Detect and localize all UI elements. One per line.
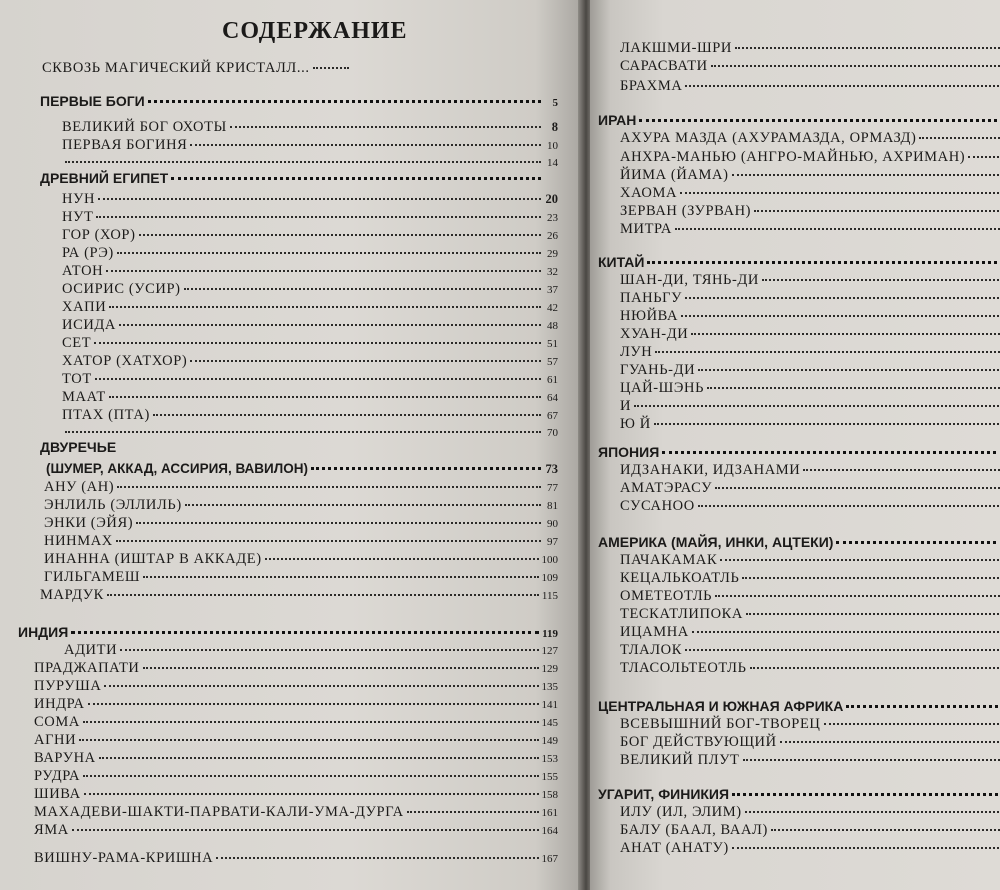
- toc-entry-label: ГУАНЬ-ДИ: [620, 362, 696, 378]
- dot-leader: [742, 577, 1000, 579]
- toc-page-number: 115: [541, 590, 558, 602]
- toc-entry-label: ОСИРИС (УСИР): [62, 281, 181, 297]
- toc-page-number: 29: [547, 248, 558, 260]
- toc-entry: [62, 369, 558, 389]
- toc-section-heading: [40, 437, 558, 457]
- toc-entry: [40, 585, 558, 605]
- toc-entry: [620, 396, 1000, 416]
- toc-entry-label: ЛУН: [620, 344, 653, 360]
- dot-leader: [136, 522, 541, 524]
- toc-entry-label: ИЛУ (ИЛ, ЭЛИМ): [620, 804, 742, 820]
- toc-entry-label: ТЛАСОЛЬТЕОТЛЬ: [620, 660, 747, 676]
- dot-leader: [707, 387, 1000, 389]
- dot-leader: [153, 414, 541, 416]
- toc-entry-label: КИТАЙ: [598, 254, 645, 270]
- toc-page-number: 149: [541, 735, 558, 747]
- dot-leader: [95, 378, 541, 380]
- dot-leader: [698, 369, 1000, 371]
- dot-leader: [743, 759, 1000, 761]
- toc-entry-label: СКВОЗЬ МАГИЧЕСКИЙ КРИСТАЛЛ...: [42, 60, 310, 76]
- dot-leader: [735, 47, 1000, 49]
- dot-leader: [681, 315, 1000, 317]
- toc-entry-label: МАРДУК: [40, 587, 104, 603]
- toc-entry: [620, 496, 1000, 516]
- toc-entry: [62, 135, 558, 155]
- toc-entry: [62, 297, 558, 317]
- toc-entry: [34, 658, 558, 678]
- toc-entry-label: ЯПОНИЯ: [598, 444, 660, 460]
- toc-page-number: 127: [541, 645, 558, 657]
- dot-leader: [190, 144, 541, 146]
- toc-entry: [34, 848, 558, 868]
- toc-entry-label: ПЕРВАЯ БОГИНЯ: [62, 137, 188, 153]
- toc-entry: [620, 802, 1000, 822]
- toc-entry: [620, 360, 1000, 380]
- toc-entry: [620, 378, 1000, 398]
- toc-entry-label: ЦЕНТРАЛЬНАЯ И ЮЖНАЯ АФРИКА: [598, 698, 844, 714]
- toc-page-number: 8: [551, 120, 558, 134]
- toc-entry-label: ЙИМА (ЙАМА): [620, 167, 729, 183]
- toc-page-number: 119: [542, 628, 558, 640]
- toc-entry: [620, 306, 1000, 326]
- toc-entry-label: АТОН: [62, 263, 104, 279]
- dot-leader: [117, 252, 541, 254]
- toc-page-number: 70: [547, 427, 558, 439]
- toc-entry-label: АНАТ (АНАТУ): [620, 840, 729, 856]
- toc-entry: [620, 183, 1000, 203]
- dot-leader: [185, 504, 541, 506]
- dot-leader: [745, 811, 1000, 813]
- dot-leader: [715, 595, 1000, 597]
- toc-entry: [34, 730, 558, 750]
- toc-entry-label: РУДРА: [34, 768, 81, 784]
- dot-leader: [72, 829, 539, 831]
- toc-entry-label: ТОТ: [62, 371, 92, 387]
- toc-entry-label: УГАРИТ, ФИНИКИЯ: [598, 786, 730, 802]
- toc-section-heading: [598, 784, 1000, 804]
- toc-page-number: 167: [541, 853, 558, 865]
- toc-entry-label: СОМА: [34, 714, 80, 730]
- dot-leader: [84, 793, 539, 795]
- dot-leader: [754, 210, 1000, 212]
- dot-leader: [732, 793, 1000, 796]
- toc-entry-label: ВЕЛИКИЙ БОГ ОХОТЫ: [62, 119, 227, 135]
- toc-entry: [620, 732, 1000, 752]
- toc-entry-label: ДВУРЕЧЬЕ: [40, 439, 117, 455]
- dot-leader: [139, 234, 541, 236]
- dot-leader: [148, 100, 541, 103]
- toc-entry-label: ИНАННА (ИШТАР В АККАДЕ): [44, 551, 262, 567]
- toc-entry-label: ТЛАЛОК: [620, 642, 683, 658]
- toc-entry: [34, 784, 558, 804]
- dot-leader: [685, 297, 1000, 299]
- toc-entry: [34, 802, 558, 822]
- dot-leader: [143, 667, 539, 669]
- toc-entry-label: БОГ ДЕЙСТВУЮЩИЙ: [620, 734, 777, 750]
- toc-entry-label: АМАТЭРАСУ: [620, 480, 713, 496]
- toc-entry-label: БРАХМА: [620, 78, 683, 94]
- toc-entry: [44, 495, 558, 515]
- toc-entry: [620, 714, 1000, 734]
- toc-entry-label: ШИВА: [34, 786, 81, 802]
- toc-entry: [620, 342, 1000, 362]
- toc-entry-label: ЭНКИ (ЭЙЯ): [44, 515, 134, 531]
- toc-page-number: 145: [541, 717, 558, 729]
- toc-entry-label: АГНИ: [34, 732, 77, 748]
- toc-entry: [64, 640, 558, 660]
- toc-entry-label: ГИЛЬГАМЕШ: [44, 569, 141, 585]
- toc-entry: [34, 748, 558, 768]
- toc-entry: [620, 568, 1000, 588]
- toc-entry-label: ПРАДЖАПАТИ: [34, 660, 140, 676]
- toc-entry: [620, 128, 1000, 148]
- toc-page-number: 100: [541, 554, 558, 566]
- toc-entry-label: ПУРУША: [34, 678, 102, 694]
- toc-page-number: 97: [547, 536, 558, 548]
- toc-entry-label: СУСАНОО: [620, 498, 695, 514]
- toc-entry-label: НИНМАХ: [44, 533, 113, 549]
- dot-leader: [720, 559, 1000, 561]
- dot-leader: [762, 279, 1000, 281]
- toc-page-number: 153: [541, 753, 558, 765]
- dot-leader: [675, 228, 1000, 230]
- dot-leader: [655, 351, 1000, 353]
- dot-leader: [171, 177, 541, 180]
- toc-section-heading: [18, 622, 558, 642]
- toc-entry: [62, 333, 558, 353]
- toc-entry: [62, 279, 558, 299]
- toc-page-number: 48: [547, 320, 558, 332]
- dot-leader: [265, 558, 539, 560]
- toc-entry: [34, 712, 558, 732]
- toc-page-number: 67: [547, 410, 558, 422]
- toc-entry-label: ПАНЬГУ: [620, 290, 682, 306]
- toc-entry: [34, 820, 558, 840]
- toc-entry-label: АНУ (АН): [44, 479, 115, 495]
- dot-leader: [109, 306, 541, 308]
- toc-page-number: 64: [547, 392, 558, 404]
- toc-entry: [620, 288, 1000, 308]
- dot-leader: [143, 576, 538, 578]
- toc-entry-label: МАХАДЕВИ-ШАКТИ-ПАРВАТИ-КАЛИ-УМА-ДУРГА: [34, 804, 404, 820]
- toc-entry-label: ОМЕТЕОТЛЬ: [620, 588, 713, 604]
- toc-entry-label: ИНДРА: [34, 696, 85, 712]
- dot-leader: [662, 451, 1000, 454]
- toc-entry: [620, 414, 1000, 434]
- toc-entry: [620, 478, 1000, 498]
- toc-page-number: 164: [541, 825, 558, 837]
- toc-entry: [62, 405, 558, 425]
- toc-entry: [620, 38, 1000, 58]
- toc-entry-label: ХАПИ: [62, 299, 107, 315]
- dot-leader: [732, 847, 1000, 849]
- toc-entry-label: ВИШНУ-РАМА-КРИШНА: [34, 850, 214, 866]
- toc-entry: [620, 147, 1000, 167]
- dot-leader: [98, 198, 541, 200]
- toc-entry: [62, 261, 558, 281]
- toc-entry-label: АХУРА МАЗДА (АХУРАМАЗДА, ОРМАЗД): [620, 130, 917, 146]
- toc-entry-label: ВСЕВЫШНИЙ БОГ-ТВОРЕЦ: [620, 716, 821, 732]
- toc-page-number: 14: [547, 157, 558, 169]
- dot-leader: [83, 775, 538, 777]
- toc-page-number: 90: [547, 518, 558, 530]
- dot-leader: [968, 156, 1000, 158]
- dot-leader: [104, 685, 538, 687]
- toc-entry-label: АМЕРИКА (МАЙЯ, ИНКИ, АЦТЕКИ): [598, 534, 834, 550]
- toc-section-heading: [598, 442, 1000, 462]
- dot-leader: [639, 119, 1000, 122]
- toc-entry: [42, 58, 352, 78]
- toc-entry-label: ПТАХ (ПТА): [62, 407, 150, 423]
- toc-entry: [620, 460, 1000, 480]
- toc-entry: [620, 324, 1000, 344]
- dot-leader: [184, 288, 541, 290]
- dot-leader: [803, 469, 1000, 471]
- toc-entry-label: НУТ: [62, 209, 94, 225]
- dot-leader: [216, 857, 538, 859]
- toc-entry: [44, 567, 558, 587]
- dot-leader: [83, 721, 539, 723]
- toc-entry: [34, 766, 558, 786]
- toc-entry: [620, 219, 1000, 239]
- toc-entry-label: ВЕЛИКИЙ ПЛУТ: [620, 752, 740, 768]
- dot-leader: [94, 342, 541, 344]
- toc-entry: [34, 676, 558, 696]
- toc-entry-label: ЗЕРВАН (ЗУРВАН): [620, 203, 752, 219]
- toc-entry-label: ХУАН-ДИ: [620, 326, 689, 342]
- toc-page-number: 161: [541, 807, 558, 819]
- dot-leader: [313, 67, 349, 69]
- toc-page-number: 57: [547, 356, 558, 368]
- toc-entry: [62, 189, 558, 209]
- toc-entry-label: Ю Й: [620, 416, 651, 432]
- right-page: [590, 0, 1000, 890]
- toc-page-number: 37: [547, 284, 558, 296]
- toc-entry-label: ПЕРВЫЕ БОГИ: [40, 93, 145, 109]
- toc-entry-label: ХАТОР (ХАТХОР): [62, 353, 188, 369]
- dot-leader: [65, 161, 541, 163]
- toc-page-number: 77: [547, 482, 558, 494]
- dot-leader: [120, 649, 538, 651]
- toc-section-heading: [598, 252, 1000, 272]
- dot-leader: [771, 829, 1000, 831]
- dot-leader: [692, 631, 1000, 633]
- dot-leader: [780, 741, 1000, 743]
- toc-entry: [44, 513, 558, 533]
- toc-page-number: 5: [552, 97, 558, 109]
- dot-leader: [119, 324, 541, 326]
- toc-entry-label: ЦАЙ-ШЭНЬ: [620, 380, 705, 396]
- toc-entry: [62, 351, 558, 371]
- toc-entry: [620, 586, 1000, 606]
- dot-leader: [680, 192, 1000, 194]
- dot-leader: [65, 431, 541, 433]
- toc-entry-label: ЛАКШМИ-ШРИ: [620, 40, 732, 56]
- dot-leader: [711, 65, 1000, 67]
- toc-entry: [620, 165, 1000, 185]
- toc-page-number: 109: [541, 572, 558, 584]
- toc-section-heading: [598, 110, 1000, 130]
- toc-entry-label: (ШУМЕР, АККАД, АССИРИЯ, ВАВИЛОН): [46, 461, 308, 476]
- toc-section-heading: [40, 91, 558, 111]
- dot-leader: [691, 333, 1000, 335]
- toc-entry-label: ИНДИЯ: [18, 624, 69, 640]
- dot-leader: [746, 613, 1000, 615]
- toc-entry-label: ТЕСКАТЛИПОКА: [620, 606, 743, 622]
- dot-leader: [685, 85, 1000, 87]
- toc-entry-label: САРАСВАТИ: [620, 58, 708, 74]
- toc-entry-label: БАЛУ (БААЛ, ВААЛ): [620, 822, 768, 838]
- toc-entry: [46, 459, 558, 479]
- toc-entry: [62, 243, 558, 263]
- toc-entry-label: РА (РЭ): [62, 245, 114, 261]
- toc-entry-label: МИТРА: [620, 221, 672, 237]
- toc-page-number: 26: [547, 230, 558, 242]
- toc-entry: [62, 387, 558, 407]
- toc-entry: [620, 622, 1000, 642]
- toc-entry: [620, 270, 1000, 290]
- toc-page-number: 155: [541, 771, 558, 783]
- toc-entry: [44, 531, 558, 551]
- toc-entry-label: МААТ: [62, 389, 106, 405]
- dot-leader: [71, 631, 539, 634]
- dot-leader: [919, 137, 1000, 139]
- toc-entry-label: ИРАН: [598, 112, 637, 128]
- toc-entry-label: И: [620, 398, 632, 414]
- toc-entry-label: ЯМА: [34, 822, 69, 838]
- toc-entry-label: ШАН-ДИ, ТЯНЬ-ДИ: [620, 272, 759, 288]
- dot-leader: [836, 541, 1000, 544]
- dot-leader: [685, 649, 1000, 651]
- dot-leader: [117, 486, 541, 488]
- toc-page-number: 20: [545, 192, 558, 206]
- toc-entry: [62, 225, 558, 245]
- toc-entry: [620, 56, 1000, 76]
- toc-page-number: 61: [547, 374, 558, 386]
- toc-entry-label: ПАЧАКАМАК: [620, 552, 718, 568]
- toc-page-number: 135: [541, 681, 558, 693]
- dot-leader: [846, 705, 1000, 708]
- toc-entry: [44, 549, 558, 569]
- toc-entry: [620, 838, 1000, 858]
- toc-entry: [620, 76, 1000, 96]
- toc-entry: [620, 550, 1000, 570]
- toc-entry-label: ИСИДА: [62, 317, 116, 333]
- dot-leader: [654, 423, 1000, 425]
- toc-section-heading: [598, 532, 1000, 552]
- toc-page-number: 51: [547, 338, 558, 350]
- toc-entry-label: СЕТ: [62, 335, 92, 351]
- dot-leader: [647, 261, 1000, 264]
- dot-leader: [109, 396, 541, 398]
- dot-leader: [88, 703, 539, 705]
- toc-entry-label: АДИТИ: [64, 642, 118, 658]
- dot-leader: [698, 505, 1000, 507]
- toc-page-number: 42: [547, 302, 558, 314]
- dot-leader: [96, 216, 541, 218]
- dot-leader: [106, 270, 541, 272]
- toc-entry: [34, 694, 558, 714]
- toc-entry-label: ИДЗАНАКИ, ИДЗАНАМИ: [620, 462, 801, 478]
- dot-leader: [824, 723, 1000, 725]
- toc-page-number: 10: [547, 140, 558, 152]
- dot-leader: [750, 667, 1000, 669]
- dot-leader: [407, 811, 539, 813]
- toc-entry: [620, 604, 1000, 624]
- dot-leader: [634, 405, 1000, 407]
- toc-entry-label: АНХРА-МАНЬЮ (АНГРО-МАЙНЬЮ, АХРИМАН): [620, 149, 966, 165]
- toc-entry-label: ЭНЛИЛЬ (ЭЛЛИЛЬ): [44, 497, 182, 513]
- toc-section-heading: [40, 168, 558, 188]
- toc-entry-label: ВАРУНА: [34, 750, 96, 766]
- toc-entry-label: КЕЦАЛЬКОАТЛЬ: [620, 570, 740, 586]
- toc-page-number: 32: [547, 266, 558, 278]
- toc-page-number: 158: [541, 789, 558, 801]
- toc-entry-label: ГОР (ХОР): [62, 227, 136, 243]
- dot-leader: [311, 467, 541, 470]
- dot-leader: [107, 594, 539, 596]
- toc-section-heading: [598, 696, 1000, 716]
- toc-entry: [620, 750, 1000, 770]
- toc-entry: [620, 640, 1000, 660]
- toc-page-number: 141: [541, 699, 558, 711]
- toc-entry: [620, 201, 1000, 221]
- toc-title: СОДЕРЖАНИЕ: [222, 18, 408, 44]
- dot-leader: [79, 739, 538, 741]
- toc-entry: [62, 207, 558, 227]
- toc-entry: [620, 820, 1000, 840]
- toc-entry-label: ХАОМА: [620, 185, 678, 201]
- toc-entry: [62, 315, 558, 335]
- dot-leader: [99, 757, 539, 759]
- toc-entry-label: НЮЙВА: [620, 308, 679, 324]
- toc-entry-label: НУН: [62, 191, 96, 207]
- dot-leader: [116, 540, 541, 542]
- dot-leader: [732, 174, 1000, 176]
- dot-leader: [230, 126, 541, 128]
- toc-page-number: 23: [547, 212, 558, 224]
- toc-entry: [620, 658, 1000, 678]
- toc-entry: [62, 117, 558, 137]
- toc-page-number: 81: [547, 500, 558, 512]
- toc-entry-label: ДРЕВНИЙ ЕГИПЕТ: [40, 170, 169, 186]
- toc-page-number: 73: [545, 462, 558, 476]
- dot-leader: [715, 487, 1000, 489]
- dot-leader: [190, 360, 541, 362]
- toc-entry: [44, 477, 558, 497]
- toc-page-number: 129: [541, 663, 558, 675]
- toc-entry-label: ИЦАМНА: [620, 624, 689, 640]
